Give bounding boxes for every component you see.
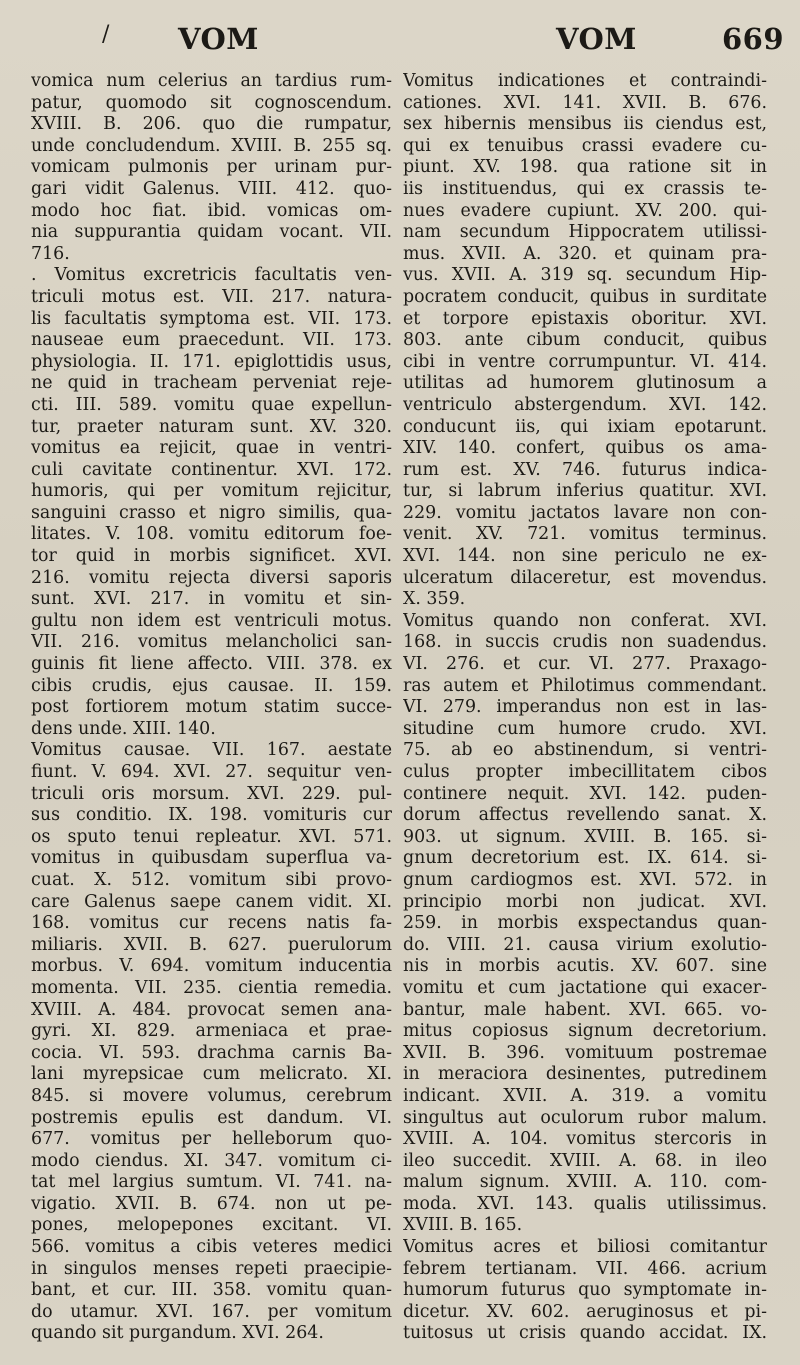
index-line: tur, si labrum inferius quatitur. XVI. [403,481,767,502]
index-line: triculi oris morsum. XVI. 229. pul- [31,783,392,804]
index-line: 75. ab eo abstinendum, si ventri- [403,740,767,761]
index-line: culus propter imbecillitatem cibos [403,762,767,782]
index-line: litates. V. 108. vomitu editorum foe- [31,524,392,545]
index-line: triculi motus est. VII. 217. natura- [31,286,392,307]
index-columns [0,71,800,1361]
index-line: gnum cardiogmos est. XVI. 572. in [403,869,767,890]
index-line: gultu non idem est ventriculi motus. [31,610,392,631]
index-line: miliaris. XVII. B. 627. puerulorum [31,934,392,955]
index-line: do utamur. XVI. 167. per vomitum [31,1301,392,1322]
index-line: 566. vomitus a cibis veteres medici [31,1237,392,1258]
index-line: lis facultatis symptoma est. VII. 173. [31,308,392,329]
index-line: cti. III. 589. vomitu quae expellun- [31,394,392,415]
index-line: gyri. XI. 829. armeniaca et prae- [31,1021,392,1042]
index-line: dens unde. XIII. 140. [31,718,216,739]
index-line: cationes. XVI. 141. XVII. B. 676. [403,92,767,113]
left-column [31,71,392,1345]
index-line: VI. 279. imperandus non est in las- [403,697,767,718]
index-line: patur, quomodo sit cognoscendum. [31,92,392,113]
index-line: post fortiorem motum statim succe- [31,697,392,718]
index-line: momenta. VII. 235. cientia remedia. [31,977,392,998]
index-line: situdine cum humore crudo. XVI. [403,718,767,739]
index-line: vomitus in quibusdam superflua va- [31,848,392,869]
index-line: humoris, qui per vomitum rejicitur, [31,481,392,502]
index-line: qui ex tenuibus crassi evadere cu- [403,135,767,156]
index-line: XVIII. B. 165. [403,1215,523,1236]
index-line: modo ciendus. XI. 347. vomitum ci- [31,1150,392,1171]
index-line: XVI. 144. non sine periculo ne ex- [403,546,767,567]
index-line: sex hibernis mensibus iis ciendus est, [403,114,767,135]
index-line: rum est. XV. 746. futurus indica- [403,459,767,480]
index-line: bantur, male habent. XVI. 665. vo- [403,999,767,1020]
index-line: . Vomitus excretricis facultatis ven- [31,265,392,286]
index-line: pocratem conducit, quibus in surditate [403,286,767,307]
index-line: tuitosus ut crisis quando accidat. IX. [403,1323,767,1344]
index-line: moda. XVI. 143. qualis utilissimus. [403,1193,767,1214]
index-line: 903. ut signum. XVIII. B. 165. si- [403,826,767,847]
index-line: cibis crudis, ejus causae. II. 159. [31,675,392,696]
index-line: cuat. X. 512. vomitum sibi provo- [31,869,392,890]
index-line: Vomitus acres et biliosi comitantur [403,1237,767,1258]
index-line: XVII. B. 396. vomituum postremae [403,1042,767,1063]
index-line: et torpore epistaxis oboritur. XVI. [403,308,767,329]
index-line: vomica num celerius an tardius rum- [31,71,392,91]
index-line: cocia. VI. 593. drachma carnis Ba- [31,1042,392,1063]
index-line: XVIII. A. 484. provocat semen ana- [31,999,392,1020]
index-line: mitus copiosus signum decretorium. [403,1021,767,1042]
index-line: venit. XV. 721. vomitus terminus. [403,524,767,545]
index-line: postremis epulis est dandum. VI. [31,1107,392,1128]
index-line: Vomitus indicationes et contraindi- [403,71,767,91]
index-line: malum signum. XVIII. A. 110. com- [403,1172,767,1193]
index-line: Vomitus causae. VII. 167. aestate [31,740,392,761]
index-line: in singulos menses repeti praecipie- [31,1258,392,1279]
index-line: ileo succedit. XVIII. A. 68. in ileo [403,1150,767,1171]
index-line: vomitu et cum jactatione qui exacer- [403,977,767,998]
index-line: sunt. XVI. 217. in vomitu et sin- [31,589,392,610]
header-left-word: VOM [178,22,259,56]
index-line: bant, et cur. III. 358. vomitu quan- [31,1280,392,1301]
index-line: nis in morbis acutis. XV. 607. sine [403,956,767,977]
index-line: XVIII. A. 104. vomitus stercoris in [403,1129,767,1150]
index-line: os sputo tenui repleatur. XVI. 571. [31,826,392,847]
index-line: ne quid in tracheam perveniat reje- [31,373,392,394]
index-line: tur, praeter naturam sunt. XV. 320. [31,416,392,437]
running-head [0,22,800,66]
index-line: XVIII. B. 206. quo die rumpatur, [31,114,392,135]
index-line: nia suppurantia quidam vocant. VII. [31,222,392,243]
index-line: 259. in morbis exspectandus quan- [403,913,767,934]
index-line: pones, melopepones excitant. VI. [31,1215,392,1236]
index-line: X. 359. [403,589,466,610]
index-line: dicetur. XV. 602. aeruginosus et pi- [403,1301,767,1322]
index-line: gnum decretorium est. IX. 614. si- [403,848,767,869]
index-line: vomitus ea rejicit, quae in ventri- [31,438,392,459]
index-line: indicant. XVII. A. 319. a vomitu [403,1085,767,1106]
index-line: 845. si movere volumus, cerebrum [31,1085,392,1106]
index-line: quando sit purgandum. XVI. 264. [31,1323,324,1344]
index-line: dorum affectus revellendo sanat. X. [403,805,767,826]
index-line: nues evadere cupiunt. XV. 200. qui- [403,200,767,221]
page-number: 669 [722,22,785,56]
index-line: utilitas ad humorem glutinosum a [403,373,767,394]
index-line: care Galenus saepe canem vidit. XI. [31,891,392,912]
index-line: culi cavitate continentur. XVI. 172. [31,459,392,480]
index-line: 803. ante cibum conducit, quibus [403,330,767,351]
index-line: 229. vomitu jactatos lavare non con- [403,502,767,523]
index-line: vomicam pulmonis per urinam pur- [31,157,392,178]
index-line: VII. 216. vomitus melancholici san- [31,632,392,653]
index-line: unde concludendum. XVIII. B. 255 sq. [31,135,392,156]
index-line: ventriculo abstergendum. XVI. 142. [403,394,767,415]
right-column [403,71,767,1345]
index-line: sanguini crasso et nigro similis, qua- [31,502,392,523]
index-line: singultus aut oculorum rubor malum. [403,1107,767,1128]
index-line: lani myrepsicae cum melicrato. XI. [31,1064,392,1085]
header-mark: / [102,22,110,47]
index-line: VI. 276. et cur. VI. 277. Praxago- [403,654,767,675]
index-line: 716. [31,243,70,264]
index-line: physiologia. II. 171. epiglottidis usus, [31,351,392,372]
index-line: XIV. 140. confert, quibus os ama- [403,438,767,459]
index-line: in meraciora desinentes, putredinem [403,1064,767,1085]
index-line: ras autem et Philotimus commendant. [403,675,767,696]
index-line: 677. vomitus per helleborum quo- [31,1129,392,1150]
index-line: continere nequit. XVI. 142. puden- [403,783,767,804]
header-right-word: VOM [556,22,637,56]
index-line: ulceratum dilaceretur, est movendus. [403,567,767,588]
index-line: principio morbi non judicat. XVI. [403,891,767,912]
index-line: mus. XVII. A. 320. et quinam pra- [403,243,767,264]
index-line: cibi in ventre corrumpuntur. VI. 414. [403,351,767,372]
index-line: 168. in succis crudis non suadendus. [403,632,767,653]
index-line: vus. XVII. A. 319 sq. secundum Hip- [403,265,767,286]
index-line: tat mel largius sumtum. VI. 741. na- [31,1172,392,1193]
index-line: nauseae eum praecedunt. VII. 173. [31,330,392,351]
index-line: febrem tertianam. VII. 466. acrium [403,1258,767,1279]
index-line: do. VIII. 21. causa virium exolutio- [403,934,767,955]
index-line: 216. vomitu rejecta diversi saporis [31,567,392,588]
index-line: Vomitus quando non conferat. XVI. [403,610,767,631]
index-line: nam secundum Hippocratem utilissi- [403,222,767,243]
index-line: tor quid in morbis significet. XVI. [31,546,392,567]
index-line: humorum futurus quo symptomate in- [403,1280,767,1301]
index-line: sus conditio. IX. 198. vomituris cur [31,805,392,826]
index-line: piunt. XV. 198. qua ratione sit in [403,157,767,178]
index-line: vigatio. XVII. B. 674. non ut pe- [31,1193,392,1214]
index-line: gari vidit Galenus. VIII. 412. quo- [31,178,392,199]
index-line: morbus. V. 694. vomitum inducentia [31,956,392,977]
index-line: 168. vomitus cur recens natis fa- [31,913,392,934]
index-line: iis instituendus, qui ex crassis te- [403,178,767,199]
index-line: conducunt iis, qui ixiam epotarunt. [403,416,767,437]
index-line: guinis fit liene affecto. VIII. 378. ex [31,654,392,675]
index-line: modo hoc fiat. ibid. vomicas om- [31,200,392,221]
index-line: fiunt. V. 694. XVI. 27. sequitur ven- [31,762,392,782]
